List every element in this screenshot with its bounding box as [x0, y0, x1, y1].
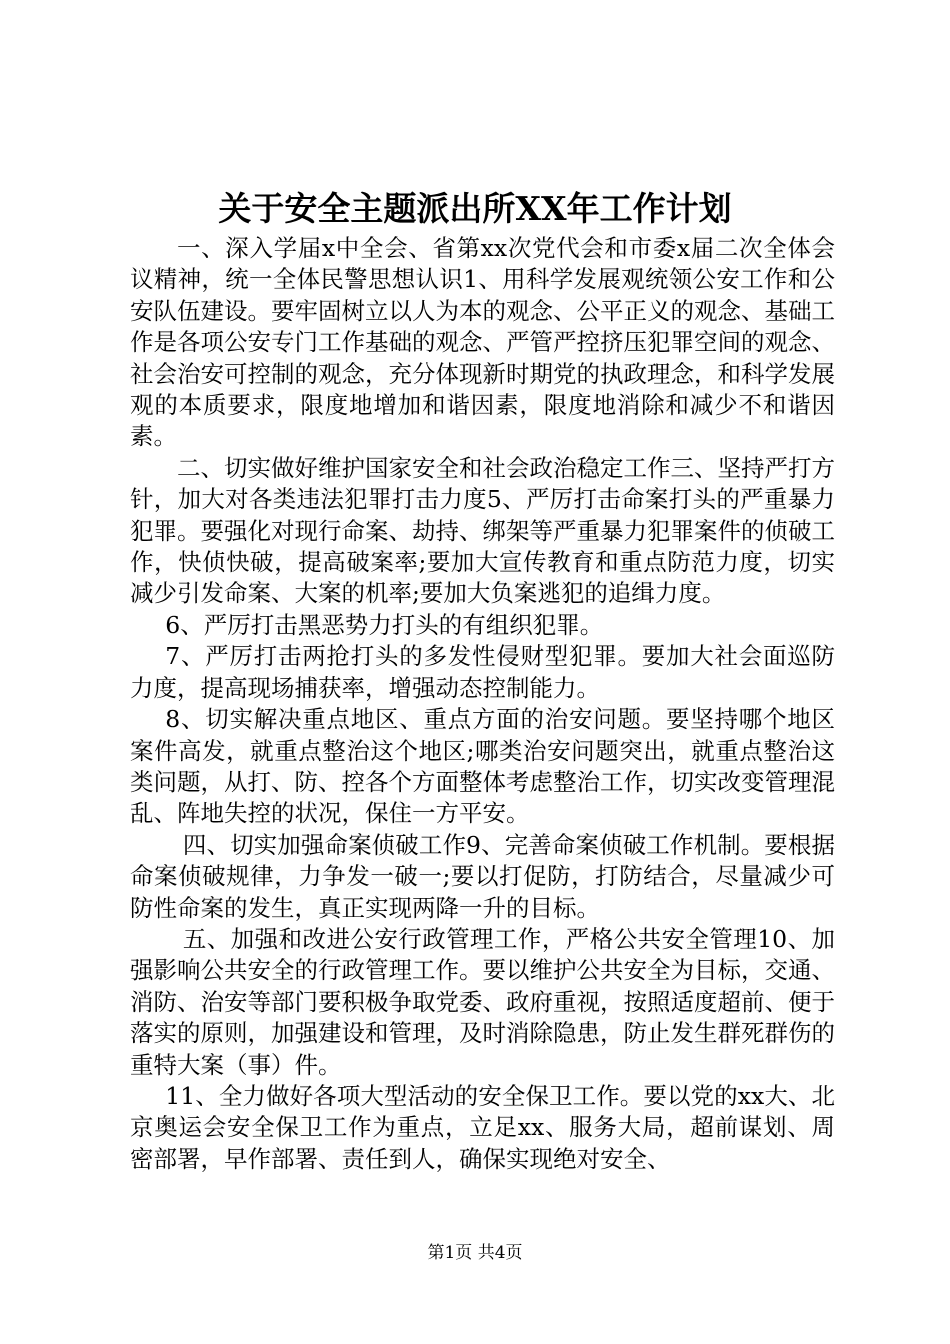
- paragraph-5: 8、切实解决重点地区、重点方面的治安问题。要坚持哪个地区案件高发，就重点整治这个地区;哪类治安问题突出，就重点整治这类问题，从打、防、控各个方面整体考虑整治工作，切实改变管理混乱、阵地失控的状况，保住一方平安。: [130, 705, 835, 828]
- paragraph-4: 7、严厉打击两抢打头的多发性侵财型犯罪。要加大社会面巡防力度，提高现场捕获率，增强动态控制能力。: [130, 642, 835, 702]
- document-body: [130, 233, 835, 1175]
- paragraph-6: 四、切实加强命案侦破工作9、完善命案侦破工作机制。要根据命案侦破规律，力争发一破一;要以打促防，打防结合，尽量减少可防性命案的发生，真正实现两降一升的目标。: [130, 830, 835, 922]
- paragraph-8: 11、全力做好各项大型活动的安全保卫工作。要以党的xx大、北京奥运会安全保卫工作为重点，立足xx、服务大局，超前谋划、周密部署，早作部署、责任到人，确保实现绝对安全、: [130, 1081, 835, 1173]
- paragraph-7: 五、加强和改进公安行政管理工作，严格公共安全管理10、加强影响公共安全的行政管理工作。要以维护公共安全为目标，交通、消防、治安等部门要积极争取党委、政府重视，按照适度超前、便于落实的原则，加强建设和管理，及时消除隐患，防止发生群死群伤的重特大案（事）件。: [130, 924, 835, 1079]
- page-footer: 第1页 共4页: [427, 1243, 523, 1263]
- document-title: 关于安全主题派出所XX年工作计划: [218, 189, 732, 228]
- paragraph-1: 一、深入学届x中全会、省第xx次党代会和市委x届二次全体会议精神，统一全体民警思想认识1、用科学发展观统领公安工作和公安队伍建设。要牢固树立以人为本的观念、公平正义的观念、基础工作是各项公安专门工作基础的观念、严管严控挤压犯罪空间的观念、社会治安可控制的观念，充分体现新时期党的执政理念，和科学发展观的本质要求，限度地增加和谐因素，限度地消除和减少不和谐因素。: [130, 234, 835, 451]
- paragraph-3: 6、严厉打击黑恶势力打头的有组织犯罪。: [165, 610, 604, 639]
- paragraph-2: 二、切实做好维护国家安全和社会政治稳定工作三、坚持严打方针，加大对各类违法犯罪打击力度5、严厉打击命案打头的严重暴力犯罪。要强化对现行命案、劫持、绑架等严重暴力犯罪案件的侦破工作，快侦快破，提高破案率;要加大宣传教育和重点防范力度，切实减少引发命案、大案的机率;要加大负案逃犯的追缉力度。: [130, 453, 835, 608]
